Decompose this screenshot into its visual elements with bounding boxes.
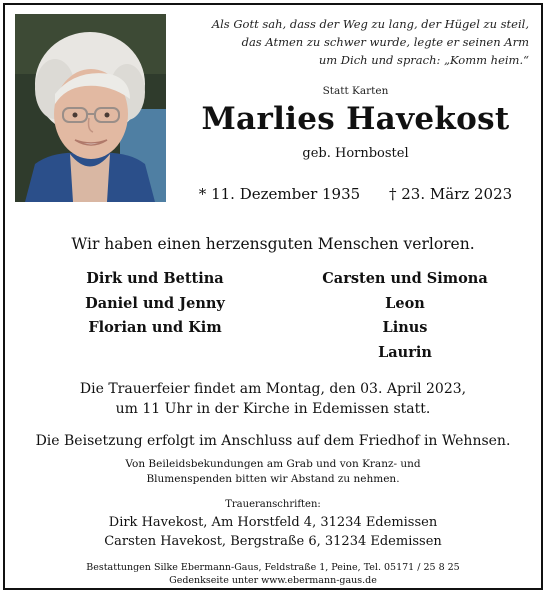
family-member: Carsten und Simona	[322, 270, 488, 287]
memorial-page-line: Gedenkseite unter www.ebermann-gaus.de	[169, 575, 377, 586]
quote-line: um Dich und sprach: „Komm heim.“	[318, 53, 529, 67]
family-member: Laurin	[378, 343, 432, 361]
obituary-card	[3, 3, 543, 590]
family-member: Florian und Kim	[88, 319, 222, 336]
donation-note	[5, 457, 541, 487]
deceased-name: Marlies Havekost	[201, 101, 510, 137]
statt-karten: Statt Karten	[322, 85, 389, 97]
burial-info: Die Beisetzung erfolgt im Anschluss auf dem Friedhof in Wehnsen.	[35, 433, 511, 449]
family-member: Leon	[385, 294, 425, 312]
address-line: Carsten Havekost, Bergstraße 6, 31234 Edemissen	[104, 534, 442, 549]
family-member: Linus	[382, 319, 428, 336]
donation-line: Von Beileidsbekundungen am Grab und von Kranz- und	[125, 458, 421, 470]
funeral-service-info	[5, 379, 541, 419]
death-date: † 23. März 2023	[388, 185, 513, 203]
quote	[179, 15, 529, 69]
addresses-heading: Traueranschriften:	[225, 499, 321, 510]
birth-name: geb. Hornbostel	[302, 146, 409, 161]
service-line: um 11 Uhr in der Kirche in Edemissen statt.	[115, 401, 431, 417]
mourning-statement: Wir haben einen herzensguten Menschen verloren.	[71, 235, 475, 253]
family-list-right	[305, 267, 505, 365]
funeral-home-line: Bestattungen Silke Ebermann-Gaus, Feldstraße 1, Peine, Tel. 05171 / 25 8 25	[86, 562, 460, 573]
service-line: Die Trauerfeier findet am Montag, den 03. April 2023,	[79, 381, 467, 397]
birth-date: * 11. Dezember 1935	[198, 185, 361, 203]
portrait-photo	[15, 14, 166, 202]
family-member: Daniel und Jenny	[85, 294, 225, 312]
quote-line: Als Gott sah, dass der Weg zu lang, der Hügel zu steil,	[211, 17, 529, 31]
donation-line: Blumenspenden bitten wir Abstand zu nehmen.	[146, 473, 400, 485]
portrait-illustration	[15, 14, 166, 202]
family-member: Dirk und Bettina	[86, 270, 224, 287]
quote-line: das Atmen zu schwer wurde, legte er seinen Arm	[241, 35, 529, 49]
address-line: Dirk Havekost, Am Horstfeld 4, 31234 Edemissen	[108, 515, 438, 530]
funeral-home-footer	[5, 561, 541, 587]
life-dates	[168, 185, 543, 203]
mourning-addresses	[5, 513, 541, 551]
family-list-left	[65, 267, 245, 341]
